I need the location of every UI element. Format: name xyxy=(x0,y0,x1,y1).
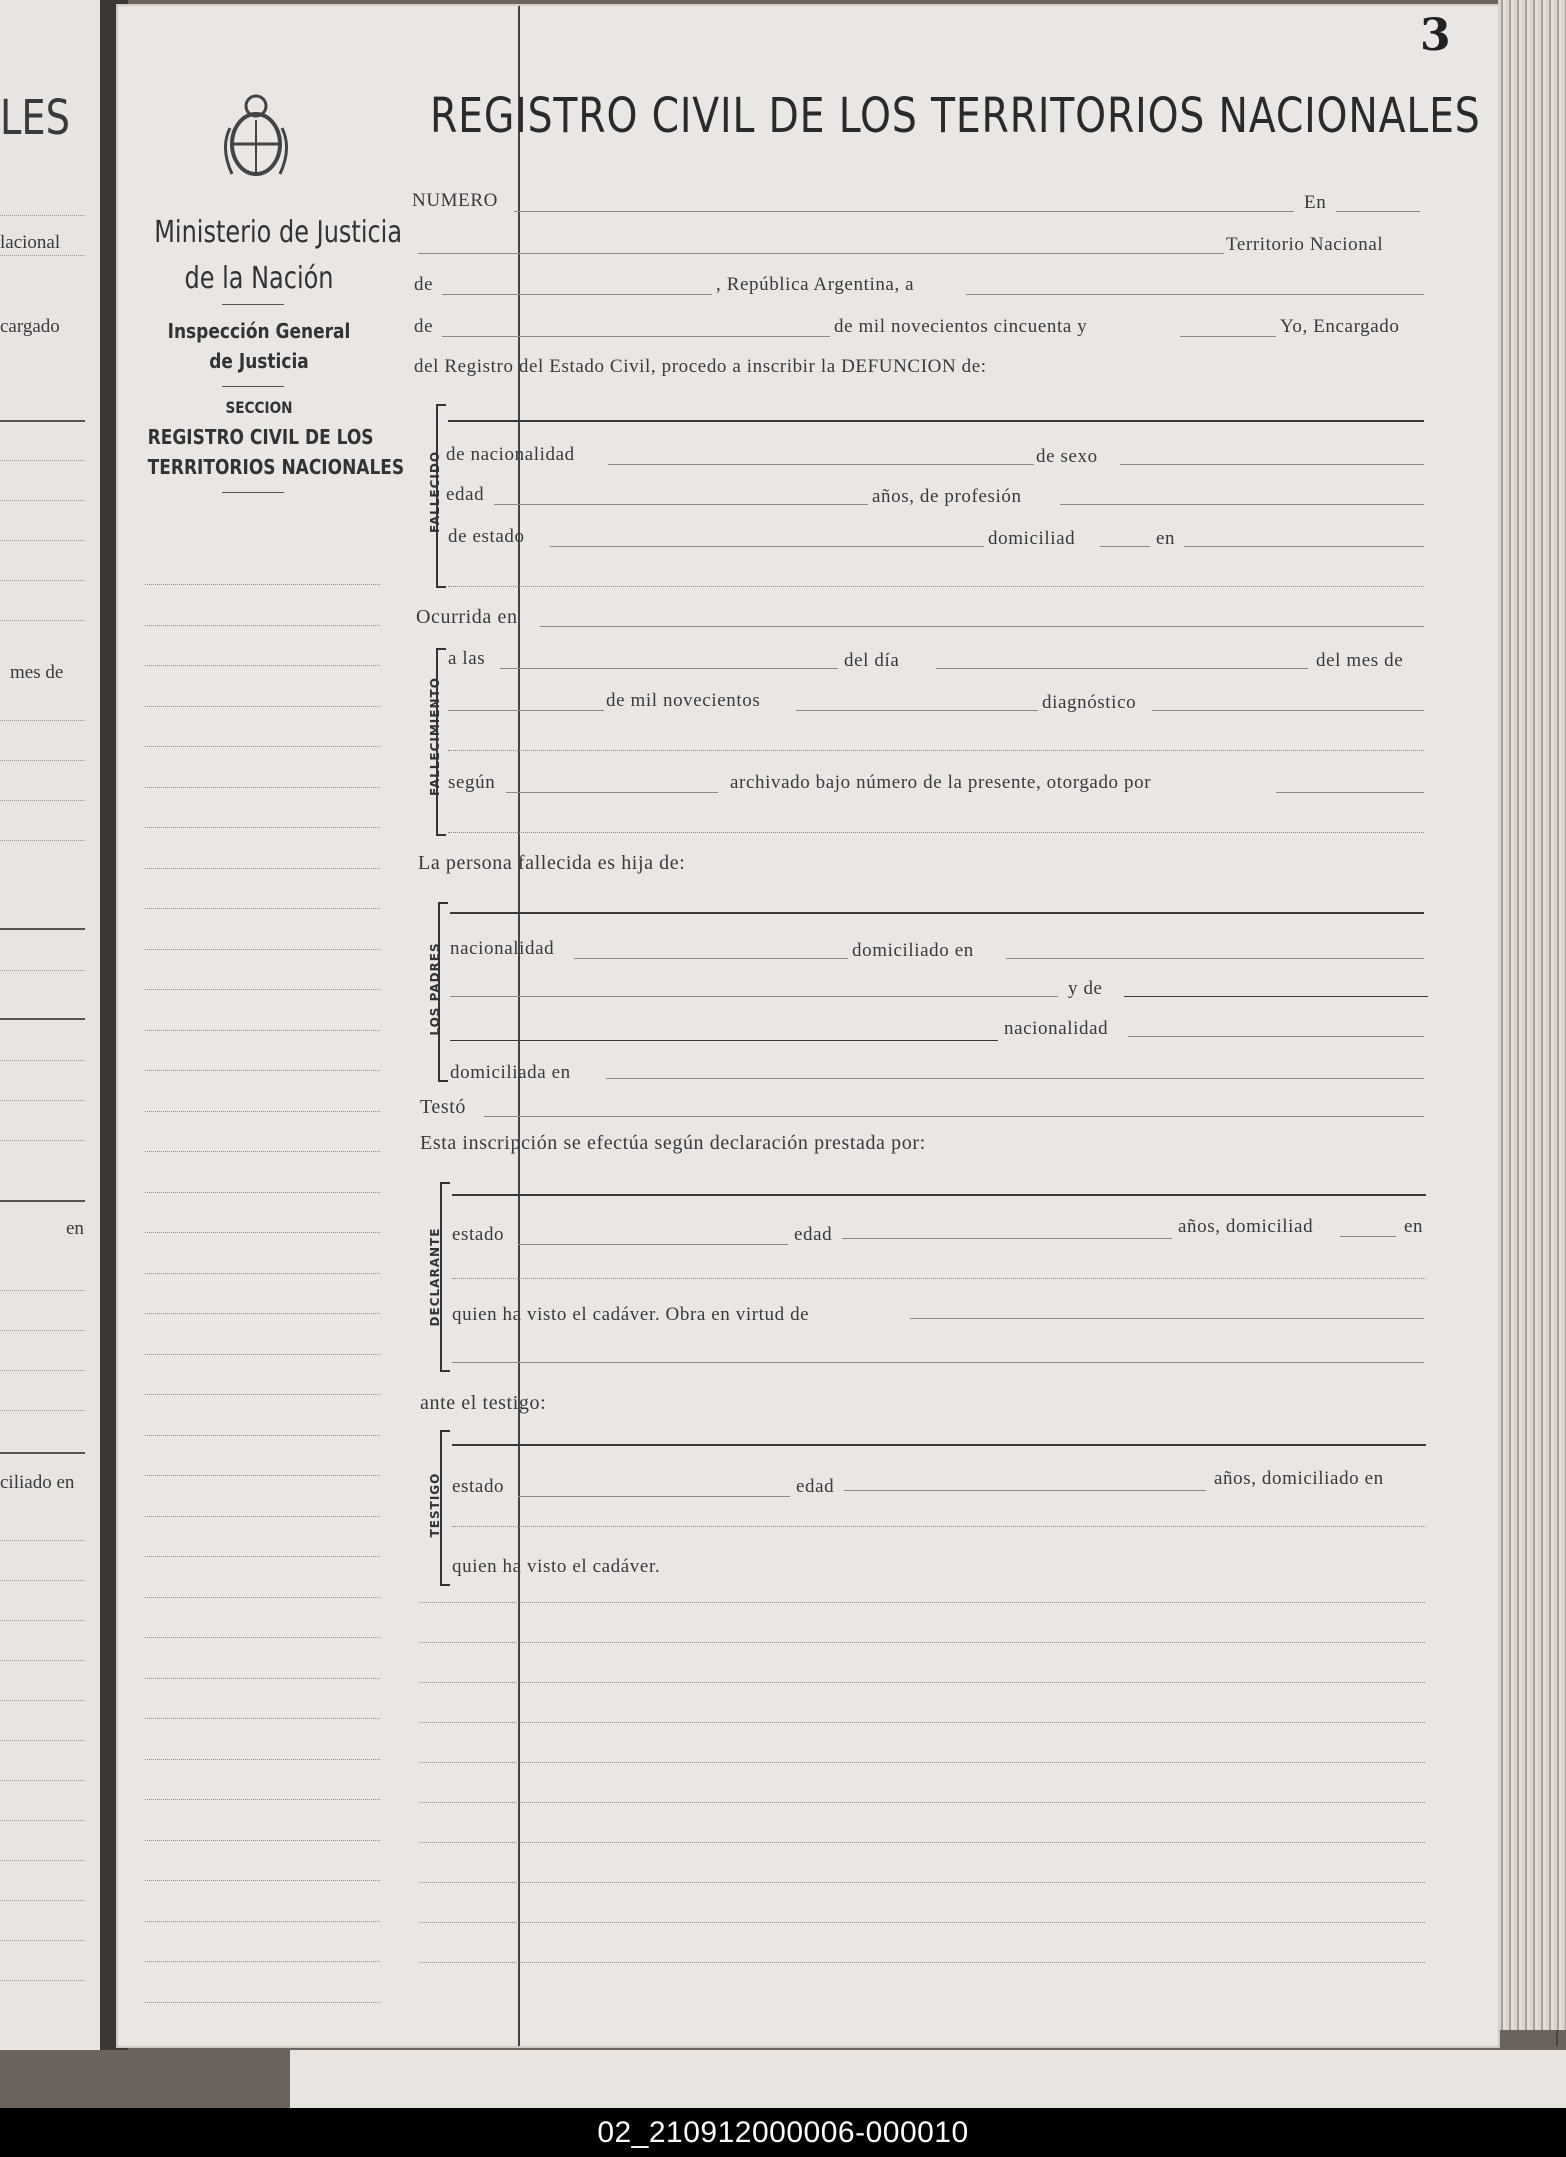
ruled-line xyxy=(420,1642,1425,1643)
label-segun: según xyxy=(448,772,496,793)
label-profesion: años, de profesión xyxy=(872,486,1022,507)
margin-rule xyxy=(145,908,380,909)
margin-rule xyxy=(145,1637,380,1638)
ruled-line xyxy=(420,1882,1425,1883)
ruled-line xyxy=(420,1682,1425,1683)
registry-line-2: TERRITORIOS NACIONALES xyxy=(147,455,405,479)
label-domicilio-declarante: años, domiciliad xyxy=(1178,1216,1314,1237)
label-mil-novecientos: de mil novecientos cincuenta y xyxy=(834,316,1088,337)
inspection-name xyxy=(148,316,371,376)
label-ante-testigo: ante el testigo: xyxy=(420,1392,547,1414)
label-domicilio-testigo: años, domiciliado en xyxy=(1214,1468,1384,1489)
label-edad-declarante: edad xyxy=(794,1224,833,1245)
label-estado: de estado xyxy=(448,526,525,547)
margin-rule xyxy=(145,1192,380,1193)
margin-rule xyxy=(145,827,380,828)
previous-page-text: ciliado en xyxy=(0,1472,75,1493)
ministry-line-2: de la Nación xyxy=(184,261,334,296)
page-edges xyxy=(1498,0,1566,2030)
page-number: 3 xyxy=(1420,10,1451,61)
margin-rule xyxy=(145,1718,380,1719)
ruled-line xyxy=(420,1762,1425,1763)
margin-rule xyxy=(145,1394,380,1395)
margin-rule xyxy=(145,746,380,747)
label-estado-declarante: estado xyxy=(452,1224,505,1245)
previous-page-text: mes de xyxy=(10,662,64,683)
image-caption: 02_210912000006-000010 xyxy=(0,2108,1566,2157)
label-mil-novecientos-2: de mil novecientos xyxy=(606,690,761,711)
margin-rule xyxy=(145,787,380,788)
margin-rule xyxy=(145,1516,380,1517)
label-edad: edad xyxy=(446,484,485,505)
label-edad-testigo: edad xyxy=(796,1476,835,1497)
ministry-name xyxy=(154,210,403,302)
label-de: de xyxy=(414,316,434,337)
margin-rule xyxy=(145,584,380,585)
label-estado-testigo: estado xyxy=(452,1476,505,1497)
section-label: SECCION xyxy=(225,398,293,417)
label-testo: Testó xyxy=(420,1096,467,1118)
margin-rule xyxy=(145,625,380,626)
label-a-las: a las xyxy=(448,648,486,669)
label-sexo: de sexo xyxy=(1036,446,1098,467)
margin-rule xyxy=(145,1597,380,1598)
label-del-dia: del día xyxy=(844,650,900,671)
margin-rule xyxy=(145,1556,380,1557)
inspection-line-1: Inspección General xyxy=(167,319,351,343)
section-label-padres: LOS PADRES xyxy=(428,942,442,1036)
label-inscribir: del Registro del Estado Civil, procedo a inscribir la DEFUNCION de: xyxy=(414,356,987,377)
section-label-testigo: TESTIGO xyxy=(428,1472,442,1538)
margin-rule xyxy=(145,1921,380,1922)
margin-rule xyxy=(145,1880,380,1881)
ministry-line-1: Ministerio de Justicia xyxy=(154,215,403,250)
column-divider xyxy=(518,6,520,2046)
margin-rule xyxy=(145,1678,380,1679)
label-domiciliada: domiciliada en xyxy=(450,1062,571,1083)
label-archivado: archivado bajo número de la presente, otorgado por xyxy=(730,772,1152,793)
margin-rule xyxy=(145,1961,380,1962)
underlying-sheet xyxy=(290,2050,1566,2108)
previous-page-title: LES xyxy=(0,90,71,146)
section-label-declarante: DECLARANTE xyxy=(428,1227,442,1327)
label-yo-encargado: Yo, Encargado xyxy=(1280,316,1400,337)
margin-rule xyxy=(145,706,380,707)
coat-of-arms-icon xyxy=(218,88,294,188)
margin-rule xyxy=(145,665,380,666)
margin-rule xyxy=(145,1475,380,1476)
ruled-line xyxy=(420,1722,1425,1723)
margin-rule xyxy=(145,1111,380,1112)
form-title: REGISTRO CIVIL DE LOS TERRITORIOS NACIONALES xyxy=(430,88,1481,144)
inspection-line-2: de Justicia xyxy=(209,349,309,373)
margin-rule xyxy=(145,1273,380,1274)
label-nacionalidad-padre: nacionalidad xyxy=(450,938,555,959)
label-visto-declarante: quien ha visto el cadáver. Obra en virtud de xyxy=(452,1304,810,1325)
label-diagnostico: diagnóstico xyxy=(1042,692,1137,713)
margin-rule xyxy=(145,1840,380,1841)
label-de: de xyxy=(414,274,434,295)
ruled-line xyxy=(420,1922,1425,1923)
previous-page-text: en xyxy=(66,1218,84,1239)
label-y-de: y de xyxy=(1068,978,1103,999)
previous-page-text: lacional xyxy=(0,232,61,253)
margin-rule xyxy=(145,1799,380,1800)
label-domiciliado: domiciliado en xyxy=(852,940,974,961)
label-declaracion: Esta inscripción se efectúa según declaración prestada por: xyxy=(420,1132,926,1154)
margin-rule xyxy=(145,868,380,869)
label-territorio: Territorio Nacional xyxy=(1226,234,1384,255)
ruled-line xyxy=(420,1602,1425,1603)
previous-page-text: cargado xyxy=(0,316,60,337)
label-en: En xyxy=(1304,192,1327,213)
label-nacionalidad: de nacionalidad xyxy=(446,444,575,465)
margin-rule xyxy=(145,1232,380,1233)
margin-rule xyxy=(145,989,380,990)
label-nacionalidad-madre: nacionalidad xyxy=(1004,1018,1109,1039)
margin-rule xyxy=(145,1070,380,1071)
label-republica: , República Argentina, a xyxy=(716,274,915,295)
label-domicilio: domiciliad xyxy=(988,528,1076,549)
margin-rule xyxy=(145,2002,380,2003)
registry-name xyxy=(147,422,405,482)
margin-rule xyxy=(145,1313,380,1314)
previous-page xyxy=(0,0,106,2050)
section-label-fallecimiento: FALLECIMIENTO xyxy=(428,677,442,796)
label-numero: NUMERO xyxy=(412,190,498,211)
label-del-mes: del mes de xyxy=(1316,650,1404,671)
ruled-line xyxy=(420,1962,1425,1963)
margin-rule xyxy=(145,1435,380,1436)
margin-rule xyxy=(145,1151,380,1152)
label-hija-de: La persona fallecida es hija de: xyxy=(418,852,686,874)
section-label-fallecido: FALLECIDO xyxy=(428,450,442,533)
margin-rule xyxy=(145,1759,380,1760)
margin-rule xyxy=(145,1354,380,1355)
label-ocurrida: Ocurrida en xyxy=(416,606,518,628)
margin-rule xyxy=(145,1030,380,1031)
label-visto-testigo: quien ha visto el cadáver. xyxy=(452,1556,661,1577)
form-page xyxy=(118,6,1498,2046)
label-en-declarante: en xyxy=(1404,1216,1424,1237)
registry-line-1: REGISTRO CIVIL DE LOS xyxy=(147,425,374,449)
ruled-line xyxy=(420,1802,1425,1803)
margin-rule xyxy=(145,949,380,950)
label-en: en xyxy=(1156,528,1176,549)
ruled-line xyxy=(420,1842,1425,1843)
